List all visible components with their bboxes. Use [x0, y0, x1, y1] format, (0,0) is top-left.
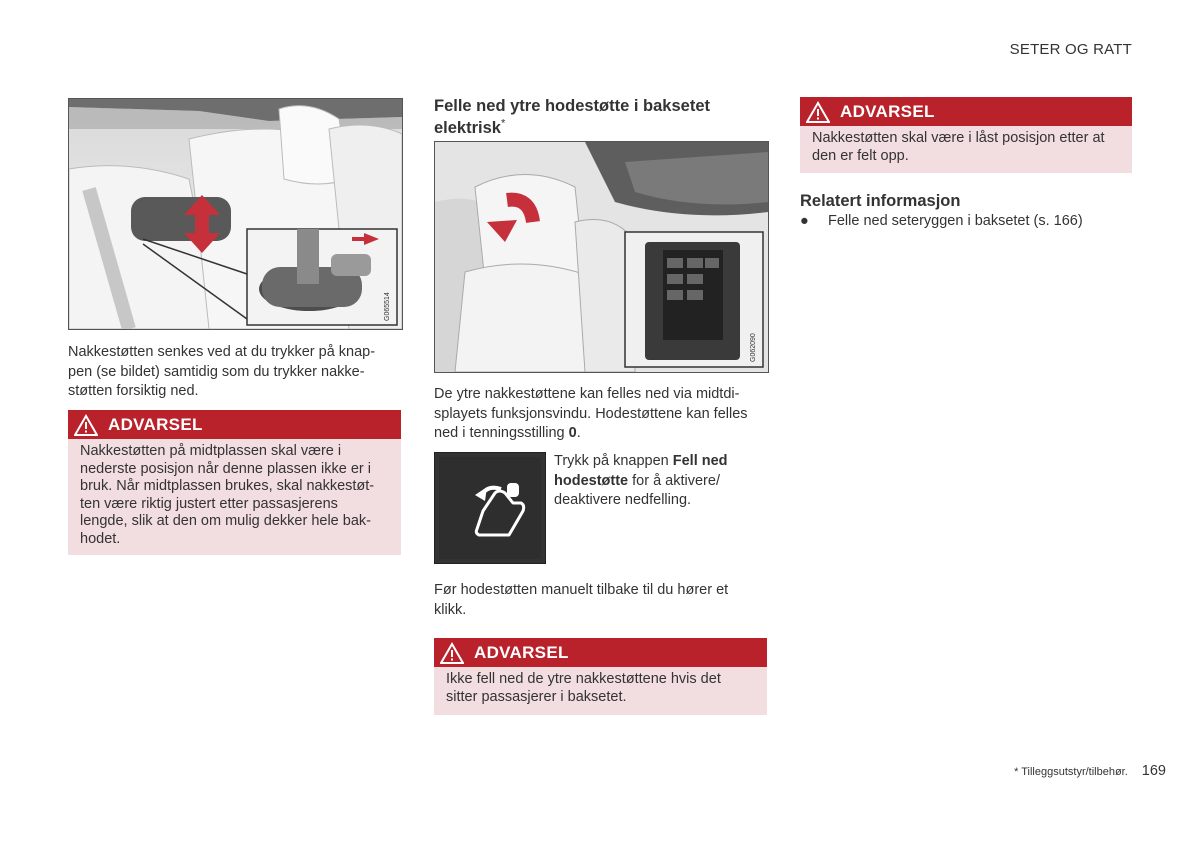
- warning-triangle-icon: [806, 101, 830, 123]
- fold-headrest-icon: [435, 453, 545, 563]
- warning-line: Nakkestøtten på midtplassen skal være i: [80, 443, 342, 459]
- bullet-icon: ●: [800, 213, 809, 229]
- button-name: Fell ned: [672, 453, 728, 469]
- warning-line: sitter passasjerer i baksetet.: [446, 688, 627, 705]
- warning-header: [434, 638, 767, 667]
- warning-line: den er felt opp.: [812, 147, 909, 164]
- paragraph-line: klikk.: [434, 601, 467, 618]
- warning-label: ADVARSEL: [108, 414, 203, 434]
- warning-triangle-icon: [74, 414, 98, 436]
- warning-box-locked: [800, 97, 1132, 173]
- warning-label: ADVARSEL: [474, 642, 569, 662]
- warning-header: [68, 410, 401, 439]
- related-link-text[interactable]: Felle ned seteryggen i baksetet (s. 166): [828, 213, 1083, 229]
- warning-box-passengers: [434, 638, 767, 715]
- warning-box-midseat: [68, 410, 401, 555]
- rear-headrest-illustration: [434, 141, 769, 373]
- headrest-button-illustration: [68, 98, 403, 330]
- related-link-item[interactable]: [800, 212, 1132, 232]
- accessory-mark: *: [500, 117, 506, 130]
- fold-headrest-button-icon: [434, 452, 546, 564]
- paragraph-line: splayets funksjonsvindu. Hodestøttene kan felles: [434, 405, 748, 422]
- page-number: 169: [1141, 763, 1166, 779]
- ignition-position: 0: [568, 425, 577, 441]
- button-instruction: Trykk på knappen Fell ned hodestøtte for å aktivere/ deaktivere nedfelling.: [554, 453, 728, 508]
- paragraph-line: De ytre nakkestøttene kan felles ned via midtdi-: [434, 386, 740, 402]
- warning-line: bruk. Når midtplassen brukes, skal nakkestøt-: [80, 478, 375, 494]
- warning-line: nederste posisjon når denne plassen ikke er i: [80, 460, 371, 477]
- caption-line: pen (se bildet) samtidig som du trykker nakke-: [68, 363, 365, 380]
- warning-label: ADVARSEL: [840, 101, 935, 121]
- warning-header: [800, 97, 1132, 126]
- heading-line: elektrisk: [434, 119, 501, 137]
- warning-line: Ikke fell ned de ytre nakkestøttene hvis det: [446, 671, 721, 687]
- warning-triangle-icon: [440, 642, 464, 664]
- button-name: hodestøtte: [554, 472, 629, 489]
- footnote: * Tilleggsutstyr/tilbehør.: [1014, 766, 1128, 778]
- related-info-heading: Relatert informasjon: [800, 192, 961, 210]
- section-heading: [434, 95, 767, 139]
- warning-line: lengde, slik at den om mulig dekker hele bak-: [80, 513, 371, 529]
- figure-code: G065514: [384, 292, 391, 321]
- warning-line: hodet.: [80, 530, 121, 547]
- section-title: SETER OG RATT: [1009, 41, 1132, 58]
- caption-line: støtten forsiktig ned.: [68, 383, 199, 399]
- page-footer: [1014, 763, 1166, 779]
- warning-line: Nakkestøtten skal være i låst posisjon etter at: [812, 130, 1105, 146]
- paragraph-line: ned i tenningsstilling 0.: [434, 425, 581, 441]
- caption-line: Nakkestøtten senkes ved at du trykker på knap-: [68, 344, 376, 360]
- figure-code: G062090: [750, 333, 757, 362]
- paragraph-line: Før hodestøtten manuelt tilbake til du hører et: [434, 582, 729, 598]
- heading-line: Felle ned ytre hodestøtte i baksetet: [434, 97, 710, 115]
- warning-line: ten være riktig justert etter passasjerens: [80, 495, 338, 512]
